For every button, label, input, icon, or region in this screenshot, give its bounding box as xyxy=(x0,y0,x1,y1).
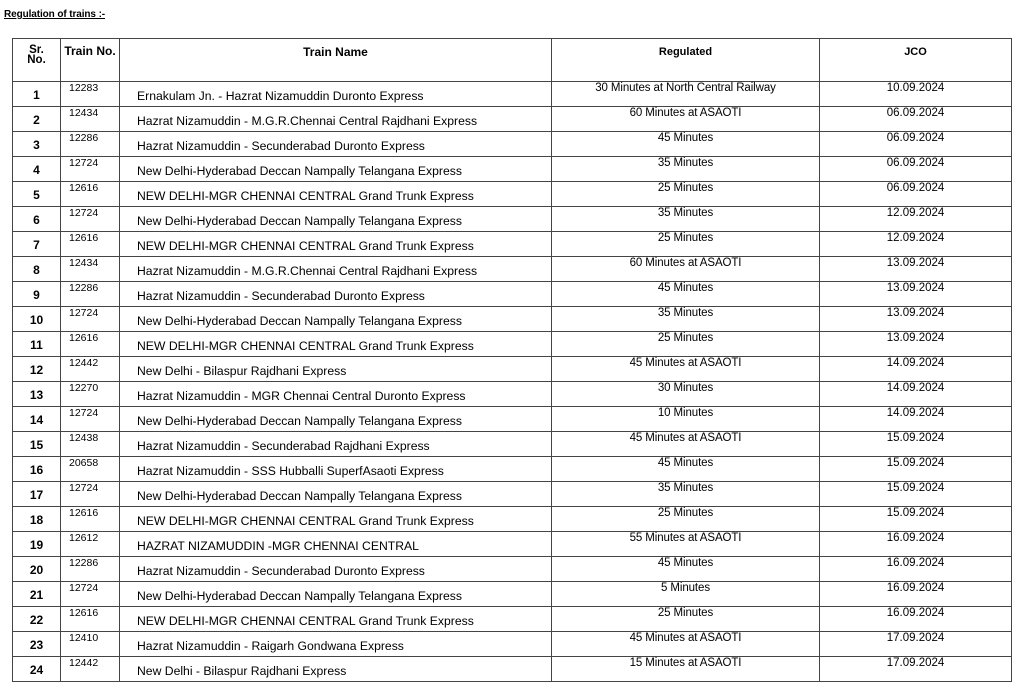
cell-train-no: 12616 xyxy=(61,607,120,632)
cell-train-name: NEW DELHI-MGR CHENNAI CENTRAL Grand Trunk Express xyxy=(120,232,552,257)
cell-sr-no: 5 xyxy=(13,182,61,207)
cell-jco: 13.09.2024 xyxy=(820,282,1012,307)
cell-train-no: 12616 xyxy=(61,232,120,257)
cell-regulated: 15 Minutes at ASAOTI xyxy=(552,657,820,682)
header-sr-no xyxy=(13,39,61,82)
cell-jco: 15.09.2024 xyxy=(820,507,1012,532)
cell-regulated: 35 Minutes xyxy=(552,307,820,332)
cell-train-no: 12442 xyxy=(61,657,120,682)
cell-train-no: 12286 xyxy=(61,132,120,157)
cell-jco: 17.09.2024 xyxy=(820,632,1012,657)
cell-sr-no: 13 xyxy=(13,382,61,407)
header-regulated: Regulated xyxy=(552,39,820,82)
cell-sr-no: 3 xyxy=(13,132,61,157)
cell-jco: 16.09.2024 xyxy=(820,557,1012,582)
table-row xyxy=(13,657,1012,682)
cell-train-name: Hazrat Nizamuddin - Raigarh Gondwana Express xyxy=(120,632,552,657)
cell-jco: 10.09.2024 xyxy=(820,82,1012,107)
cell-train-name: Ernakulam Jn. - Hazrat Nizamuddin Duronto Express xyxy=(120,82,552,107)
table-row xyxy=(13,282,1012,307)
cell-train-name: New Delhi - Bilaspur Rajdhani Express xyxy=(120,357,552,382)
cell-train-name: New Delhi-Hyderabad Deccan Nampally Telangana Express xyxy=(120,582,552,607)
cell-jco: 13.09.2024 xyxy=(820,307,1012,332)
cell-train-no: 12724 xyxy=(61,157,120,182)
table-body xyxy=(13,82,1012,682)
cell-jco: 12.09.2024 xyxy=(820,232,1012,257)
cell-regulated: 25 Minutes xyxy=(552,232,820,257)
header-train-no: Train No. xyxy=(61,39,120,82)
header-train-name: Train Name xyxy=(120,39,552,82)
cell-jco: 16.09.2024 xyxy=(820,532,1012,557)
cell-jco: 14.09.2024 xyxy=(820,382,1012,407)
table-row xyxy=(13,307,1012,332)
cell-jco: 06.09.2024 xyxy=(820,107,1012,132)
header-sr-line1: Sr. xyxy=(29,44,44,56)
table-row xyxy=(13,482,1012,507)
cell-sr-no: 16 xyxy=(13,457,61,482)
cell-sr-no: 17 xyxy=(13,482,61,507)
cell-regulated: 35 Minutes xyxy=(552,157,820,182)
table-row xyxy=(13,407,1012,432)
cell-train-no: 12724 xyxy=(61,307,120,332)
table-row xyxy=(13,457,1012,482)
table-row xyxy=(13,557,1012,582)
cell-sr-no: 9 xyxy=(13,282,61,307)
page-heading: Regulation of trains :- xyxy=(4,9,106,20)
cell-train-no: 12442 xyxy=(61,357,120,382)
table-row xyxy=(13,357,1012,382)
cell-regulated: 60 Minutes at ASAOTI xyxy=(552,107,820,132)
cell-jco: 12.09.2024 xyxy=(820,207,1012,232)
cell-regulated: 35 Minutes xyxy=(552,482,820,507)
cell-sr-no: 24 xyxy=(13,657,61,682)
table-row xyxy=(13,507,1012,532)
cell-train-no: 12612 xyxy=(61,532,120,557)
table-row xyxy=(13,607,1012,632)
cell-train-name: New Delhi-Hyderabad Deccan Nampally Telangana Express xyxy=(120,207,552,232)
cell-train-name: New Delhi - Bilaspur Rajdhani Express xyxy=(120,657,552,682)
cell-regulated: 45 Minutes at ASAOTI xyxy=(552,632,820,657)
cell-sr-no: 19 xyxy=(13,532,61,557)
cell-train-no: 12616 xyxy=(61,332,120,357)
cell-train-name: Hazrat Nizamuddin - SSS Hubballi SuperfAsaoti Express xyxy=(120,457,552,482)
cell-sr-no: 15 xyxy=(13,432,61,457)
cell-train-no: 20658 xyxy=(61,457,120,482)
cell-train-name: Hazrat Nizamuddin - M.G.R.Chennai Central Rajdhani Express xyxy=(120,107,552,132)
table-row xyxy=(13,182,1012,207)
cell-sr-no: 10 xyxy=(13,307,61,332)
cell-train-name: Hazrat Nizamuddin - M.G.R.Chennai Central Rajdhani Express xyxy=(120,257,552,282)
cell-jco: 16.09.2024 xyxy=(820,607,1012,632)
cell-sr-no: 18 xyxy=(13,507,61,532)
cell-sr-no: 4 xyxy=(13,157,61,182)
cell-regulated: 45 Minutes xyxy=(552,282,820,307)
cell-train-name: Hazrat Nizamuddin - MGR Chennai Central Duronto Express xyxy=(120,382,552,407)
cell-train-no: 12724 xyxy=(61,407,120,432)
cell-sr-no: 12 xyxy=(13,357,61,382)
cell-train-no: 12724 xyxy=(61,582,120,607)
cell-train-name: New Delhi-Hyderabad Deccan Nampally Telangana Express xyxy=(120,157,552,182)
cell-sr-no: 23 xyxy=(13,632,61,657)
cell-train-no: 12410 xyxy=(61,632,120,657)
table-row xyxy=(13,82,1012,107)
cell-train-name: NEW DELHI-MGR CHENNAI CENTRAL Grand Trunk Express xyxy=(120,332,552,357)
cell-jco: 13.09.2024 xyxy=(820,257,1012,282)
cell-train-name: Hazrat Nizamuddin - Secunderabad Duronto Express xyxy=(120,132,552,157)
cell-jco: 14.09.2024 xyxy=(820,357,1012,382)
cell-train-name: New Delhi-Hyderabad Deccan Nampally Telangana Express xyxy=(120,407,552,432)
cell-train-no: 12270 xyxy=(61,382,120,407)
cell-jco: 17.09.2024 xyxy=(820,657,1012,682)
table-header-row xyxy=(13,39,1012,82)
cell-jco: 15.09.2024 xyxy=(820,457,1012,482)
cell-regulated: 5 Minutes xyxy=(552,582,820,607)
cell-train-no: 12724 xyxy=(61,482,120,507)
cell-regulated: 30 Minutes xyxy=(552,382,820,407)
cell-train-name: NEW DELHI-MGR CHENNAI CENTRAL Grand Trunk Express xyxy=(120,507,552,532)
cell-train-name: New Delhi-Hyderabad Deccan Nampally Telangana Express xyxy=(120,307,552,332)
cell-sr-no: 21 xyxy=(13,582,61,607)
table-row xyxy=(13,632,1012,657)
cell-train-no: 12438 xyxy=(61,432,120,457)
table-row xyxy=(13,332,1012,357)
cell-sr-no: 6 xyxy=(13,207,61,232)
cell-sr-no: 14 xyxy=(13,407,61,432)
cell-sr-no: 8 xyxy=(13,257,61,282)
cell-sr-no: 11 xyxy=(13,332,61,357)
cell-regulated: 25 Minutes xyxy=(552,607,820,632)
cell-train-name: Hazrat Nizamuddin - Secunderabad Duronto Express xyxy=(120,282,552,307)
cell-train-no: 12434 xyxy=(61,107,120,132)
cell-regulated: 25 Minutes xyxy=(552,332,820,357)
cell-jco: 16.09.2024 xyxy=(820,582,1012,607)
cell-sr-no: 22 xyxy=(13,607,61,632)
cell-regulated: 60 Minutes at ASAOTI xyxy=(552,257,820,282)
cell-train-name: NEW DELHI-MGR CHENNAI CENTRAL Grand Trunk Express xyxy=(120,182,552,207)
cell-train-no: 12616 xyxy=(61,507,120,532)
cell-regulated: 35 Minutes xyxy=(552,207,820,232)
cell-train-name: New Delhi-Hyderabad Deccan Nampally Telangana Express xyxy=(120,482,552,507)
cell-jco: 13.09.2024 xyxy=(820,332,1012,357)
cell-train-name: Hazrat Nizamuddin - Secunderabad Rajdhani Express xyxy=(120,432,552,457)
cell-sr-no: 20 xyxy=(13,557,61,582)
cell-regulated: 45 Minutes xyxy=(552,132,820,157)
cell-jco: 14.09.2024 xyxy=(820,407,1012,432)
table-row xyxy=(13,132,1012,157)
cell-jco: 06.09.2024 xyxy=(820,182,1012,207)
cell-train-no: 12283 xyxy=(61,82,120,107)
cell-regulated: 30 Minutes at North Central Railway xyxy=(552,82,820,107)
cell-train-name: Hazrat Nizamuddin - Secunderabad Duronto Express xyxy=(120,557,552,582)
cell-regulated: 45 Minutes at ASAOTI xyxy=(552,432,820,457)
cell-train-name: NEW DELHI-MGR CHENNAI CENTRAL Grand Trunk Express xyxy=(120,607,552,632)
cell-jco: 15.09.2024 xyxy=(820,482,1012,507)
cell-regulated: 45 Minutes at ASAOTI xyxy=(552,357,820,382)
table-row xyxy=(13,532,1012,557)
cell-regulated: 25 Minutes xyxy=(552,182,820,207)
cell-sr-no: 1 xyxy=(13,82,61,107)
cell-regulated: 55 Minutes at ASAOTI xyxy=(552,532,820,557)
cell-train-name: HAZRAT NIZAMUDDIN -MGR CHENNAI CENTRAL xyxy=(120,532,552,557)
cell-train-no: 12286 xyxy=(61,282,120,307)
cell-regulated: 25 Minutes xyxy=(552,507,820,532)
table-row xyxy=(13,107,1012,132)
cell-regulated: 10 Minutes xyxy=(552,407,820,432)
cell-jco: 06.09.2024 xyxy=(820,157,1012,182)
cell-sr-no: 2 xyxy=(13,107,61,132)
cell-train-no: 12724 xyxy=(61,207,120,232)
table-row xyxy=(13,382,1012,407)
table-row xyxy=(13,257,1012,282)
header-sr-line2: No. xyxy=(27,54,46,66)
cell-sr-no: 7 xyxy=(13,232,61,257)
table-row xyxy=(13,207,1012,232)
table-row xyxy=(13,232,1012,257)
cell-jco: 15.09.2024 xyxy=(820,432,1012,457)
cell-train-no: 12286 xyxy=(61,557,120,582)
cell-regulated: 45 Minutes xyxy=(552,557,820,582)
cell-jco: 06.09.2024 xyxy=(820,132,1012,157)
cell-regulated: 45 Minutes xyxy=(552,457,820,482)
cell-train-no: 12616 xyxy=(61,182,120,207)
table-row xyxy=(13,582,1012,607)
cell-train-no: 12434 xyxy=(61,257,120,282)
header-jco: JCO xyxy=(820,39,1012,82)
table-row xyxy=(13,157,1012,182)
regulation-table xyxy=(12,38,1012,682)
table-row xyxy=(13,432,1012,457)
